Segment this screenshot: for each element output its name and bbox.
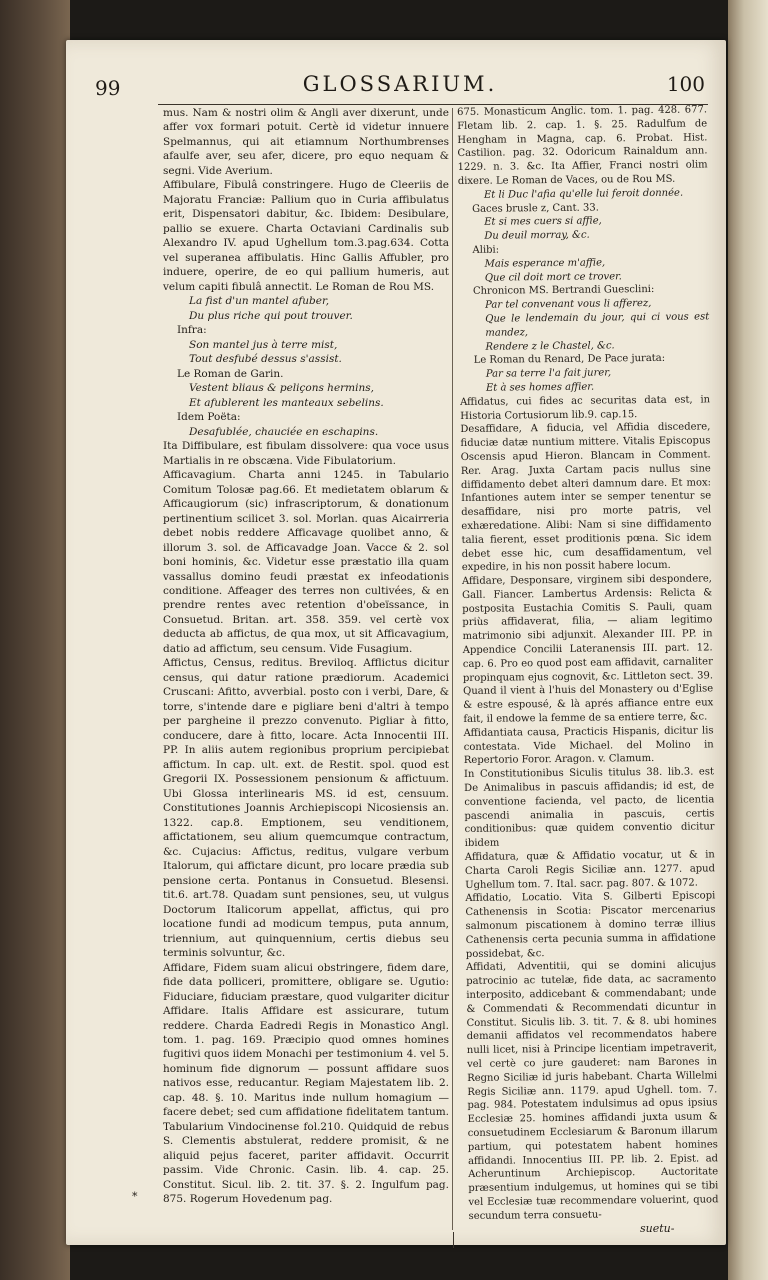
entry-affibulare: Affibulare, Fibulâ constringere. Hugo de Cleeriis de Majoratu Franciæ: Pallium quo in Curia affibulatus erit, Dispensatori dabitur, &c. Ibidem: Desibulare, pallio se exuere. Charta Octaviani Cardinalis sub Alexandro IV. apud Ughellum tom.3.pag.634. Cotta vel superanea affibulatis. Hinc Gallis Affubler, pro induere, operire, de eo qui pallium humeris, aut velum capiti fibulâ annectit. Le Roman de Rou MS. xyxy=(163,179,449,293)
verse-line: Desafublée, chauciée en eschapins. xyxy=(189,425,379,438)
verse-label: Alibi: xyxy=(472,244,500,256)
book-spine-shadow xyxy=(0,0,70,1280)
verse-line: Son mantel jus à terre mist, xyxy=(189,338,338,351)
entry-affictus: Affictus, Census, reditus. Breviloq. Afflictus dicitur census, qui datur ratione prædiorum. Academici Cruscani: Afitto, avverbial. posto con i verbi, Dare, & torre, s'intende dare e pigliare beni d'altri à tempo per pargheine il prezzo convenuto. Pigliar à fitto, conducere, dare à fitto, locare. Acta Innocentii III. PP. In aliis autem regionibus proprium percipiebat affictum. In cap. ult. ext. de Restit. spol. quod est Gregorii IX. Possessionem pensionum & affictuum. Ubi Glossa interlinearis MS. id est, censuum. Constitutiones Joannis Archiepiscopi Nicosiensis an. 1322. cap.8. Emptionem, seu venditionem, affictationem, seu alium quemcumque contractum, &c. Cujacius: Affictus, reditus, vulgare verbum Italorum, qui affictare dicunt, pro locare prædia sub pensione certa. Pontanus in Consuetud. Blesensi. tit.6. art.78. Quadam sunt pensiones, seu, ut vulgus Doctorum Italicorum appellat, affictus, qui pro locatione fundi ad modicum tempus, puta annum, triennium, aut quinquennium, certis diebus seu terminis solvuntur, &c. xyxy=(163,657,449,960)
verse-line: Mais esperance m'affie, xyxy=(484,257,606,270)
text-paragraph: mus. Nam & nostri olim & Angli aver dixerunt, unde affer vox formari potuit. Certè id videtur innuere Spelmannus, qui ait etiamnum Northumbrenses afaulfe aver, seu afer, dicere, pro equo nequam & segni. Vide Averium. xyxy=(163,107,449,177)
verse-line: La fist d'un mantel afuber, xyxy=(189,295,330,308)
left-column xyxy=(163,106,449,1207)
entry-affidati: Affidati, Adventitii, qui se domini alicujus patrocinio ac tutelæ, fide data, ac sacramento interposito, addicebant & commendabant; unde & Commendati & Recommendati dicuntur in Constitut. Siculis lib. 3. tit. 7. & 8. ubi homines demanii affidatos vel recommendatos habere nulli licet, nisi à Principe licentiam impetraverit, vel certè co jure gauderet: nam Barones in Regno Siciliæ id juris habebant. Charta Willelmi Regis Siciliæ ann. 1179. apud Ughell. tom. 7. pag. 984. Potestatem indulsimus ad opus ipsius Ecclesiæ 25. homines affidandi juxta usum & consuetudinem Ecclesiarum & Baronum illarum partium, qui potestatem habent homines affidandi. Innocentius III. PP. lib. 2. Epist. ad Acheruntinum Archiepiscop. Auctoritate præsentium indulgemus, ut homines qui se tibi vel Ecclesiæ tuæ recommendare voluerint, quod secundum terra consuetu- xyxy=(465,959,719,1222)
facing-page-edge xyxy=(728,0,768,1280)
verse-line: Et afublerent les manteaux sebelins. xyxy=(189,396,384,409)
entry-affidatio: Affidatio, Locatio. Vita S. Gilberti Episcopi Cathenensis in Scotia: Piscator mercenarius salmonum piscationem à domino terræ illius Cathenensis certa pecunia summa in affidatione possidebat, &c. xyxy=(465,890,716,960)
entry-affidare-desponsare: Affidare, Desponsare, virginem sibi despondere, Gall. Fiancer. Lambertus Ardensis: Relicta & postposita Eustachia Comitis S. Pauli, quam priùs affidaverat, filia, — aliam legitimo matrimonio sibi adjunxit. Alexander III. PP. in Appendice Concilii Lateranensis III. part. 12. cap. 6. Pro eo quod post eam affidavit, carnaliter propinquam ejus cognovit, &c. Littleton sect. 39. Quand il vient à l'huis del Monastery ou d'Eglise & estre espousé, & là aprés affiance entre eux fait, il endowe la femme de sa entiere terre, &c. xyxy=(461,573,714,726)
column-divider xyxy=(452,108,453,1230)
verse-label: Chronicon MS. Bertrandi Guesclini: xyxy=(472,284,655,298)
margin-marker: * xyxy=(132,1190,138,1203)
verse-line: Par sa terre l'a fait jurer, xyxy=(485,367,612,380)
verse-label: Le Roman de Garin. xyxy=(177,367,284,380)
text-paragraph: In Constitutionibus Siculis titulus 38. lib.3. est De Animalibus in pascuis affidandis; id est, de conventione facienda, vel pacto, de licentia pascendi animalia in pascuis, certis conditionibus: quæ quidem conventio dicitur ibidem xyxy=(463,766,715,850)
verse-line: Et à ses homes affier. xyxy=(485,381,595,394)
catchword: suetu- xyxy=(640,1222,675,1235)
verse-label: Infra: xyxy=(177,324,207,337)
entry-afficavagium: Afficavagium. Charta anni 1245. in Tabulario Comitum Tolosæ pag.66. Et medietatem oblarum & Afficaugiorum (sic) infrascriptorum, & donationum pertinentium scilicet 3. sol. Morlan. quas Aicairreria debet nobis reddere Afficavage quolibet anno, & illorum 3. sol. de Afficavadge Joan. Vacce & 2. sol boni hominis, &c. Videtur esse præstatio illa quam vassallus domino feudi præstat ex infeodationis conditione. Affeager des terres non cultivées, & en prendre rentes avec retention d'obeïssance, in Consuetud. Britan. art. 358. 359. vel certè vox deducta ab affictus, de qua mox, ut sit Afficavagium, datio ad affictum, seu censum. Vide Fusagium. xyxy=(163,469,449,655)
verse-line: Par tel convenant vous li afferez, xyxy=(485,298,652,311)
entry-affidatus: Affidatus, cui fides ac securitas data est, in Historia Cortusiorum lib.9. cap.15. xyxy=(460,394,711,422)
entry-affidare: Affidare, Fidem suam alicui obstringere, fidem dare, fide data polliceri, promittere, obligare se. Ugutio: Fiduciare, fiduciam præstare, quod vulgariter dicitur Affidare. Italis Affidare est assicurare, tutum reddere. Charda Eadredi Regis in Monastico Angl. tom. 1. pag. 169. Præcipio quod omnes homines fugitivi quos iidem Monachi per testimonium 4. vel 5. hominum fide dignorum — possunt affidare suos nativos esse, reducantur. Regiam Majestatem lib. 2. cap. 48. §. 10. Maritus inde nullum homagium — facere debet; sed cum affidatione fidelitatem tantum. Tabularium Vindocinense fol.210. Quidquid de rebus S. Clementis abstulerat, reddere promisit, & ne aliquid pejus faceret, pariter affidavit. Occurrit passim. Vide Chronic. Casin. lib. 4. cap. 25. Constitut. Sicul. lib. 2. tit. 37. §. 2. Ingulfum pag. 875. Rogerum Hovedenum pag. xyxy=(163,961,449,1206)
page-number-right: 100 xyxy=(666,72,705,96)
verse-line: Et si mes cuers si affie, xyxy=(484,215,602,229)
verse-line: Rendere z le Chastel, &c. xyxy=(485,339,615,353)
entry-affidantiata: Affidantiata causa, Practicis Hispanis, dicitur lis contestata. Vide Michael. del Molino in Repertorio Foror. Aragon. v. Clamum. xyxy=(463,725,714,767)
running-title: GLOSSARIUM. xyxy=(302,72,498,96)
running-header xyxy=(95,72,705,106)
verse-label: Gaces brusle z, Cant. 33. xyxy=(472,202,599,215)
verse-line: Que le lendemain du jour, qui ci vous est mandez, xyxy=(485,311,710,339)
entry-affidatura: Affidatura, quæ & Affidatio vocatur, ut & in Charta Caroli Regis Siciliæ ann. 1277. apud Ughellum tom. 7. Ital. sacr. pag. 807. & 1072. xyxy=(464,849,716,891)
verse-label: Le Roman du Renard, De Pace jurata: xyxy=(473,353,666,367)
verse-line: Tout desfubé dessus s'assist. xyxy=(189,353,342,366)
page-number-left: 99 xyxy=(95,76,121,100)
text-paragraph: Ita Diffibulare, est fibulam dissolvere: qua voce usus Martialis in re obscæna. Vide Fibulatorium. xyxy=(163,440,449,467)
verse-label: Idem Poëta: xyxy=(177,411,241,424)
gutter-mark xyxy=(453,1232,454,1248)
text-paragraph: 675. Monasticum Anglic. tom. 1. pag. 428. 677. Fletam lib. 2. cap. 1. §. 25. Radulfum de Hengham in Magna, cap. 6. Probat. Hist. Castilion. pag. 32. Odoricum Rainaldum ann. 1229. n. 3. &c. Ita Affier, Franci nostri olim dixere. Le Roman de Vaces, ou de Rou MS. xyxy=(457,104,708,187)
verse-line: Et li Duc l'afia qu'elle lui feroit donnée. xyxy=(483,187,684,201)
verse-line: Vestent bliaus & peliçons hermins, xyxy=(189,382,374,395)
right-column xyxy=(457,103,719,1223)
verse-line: Du deuil morray, &c. xyxy=(484,229,590,242)
entry-desaffidare: Desaffidare, A fiducia, vel Affidia discedere, fiduciæ datæ nuntium mittere. Vitalis Episcopus Oscensis apud Hieron. Blancam in Comment. Rer. Arag. Juxta Cartam pacis nullus sine diffidamento debet alteri damnum dare. Et mox: Infantiones autem inter se semper tenentur se desaffidare, nisi pro morte patris, vel exhæredatione. Alibi: Nam si sine diffidamento talia fierent, esset proditionis pœna. Sic idem debet esse hic, cum desaffidamentum, vel expedire, in his non possit habere locum. xyxy=(460,421,712,574)
verse-line: Du plus riche qui pout trouver. xyxy=(189,309,353,322)
verse-line: Que cil doit mort ce trover. xyxy=(484,270,623,284)
